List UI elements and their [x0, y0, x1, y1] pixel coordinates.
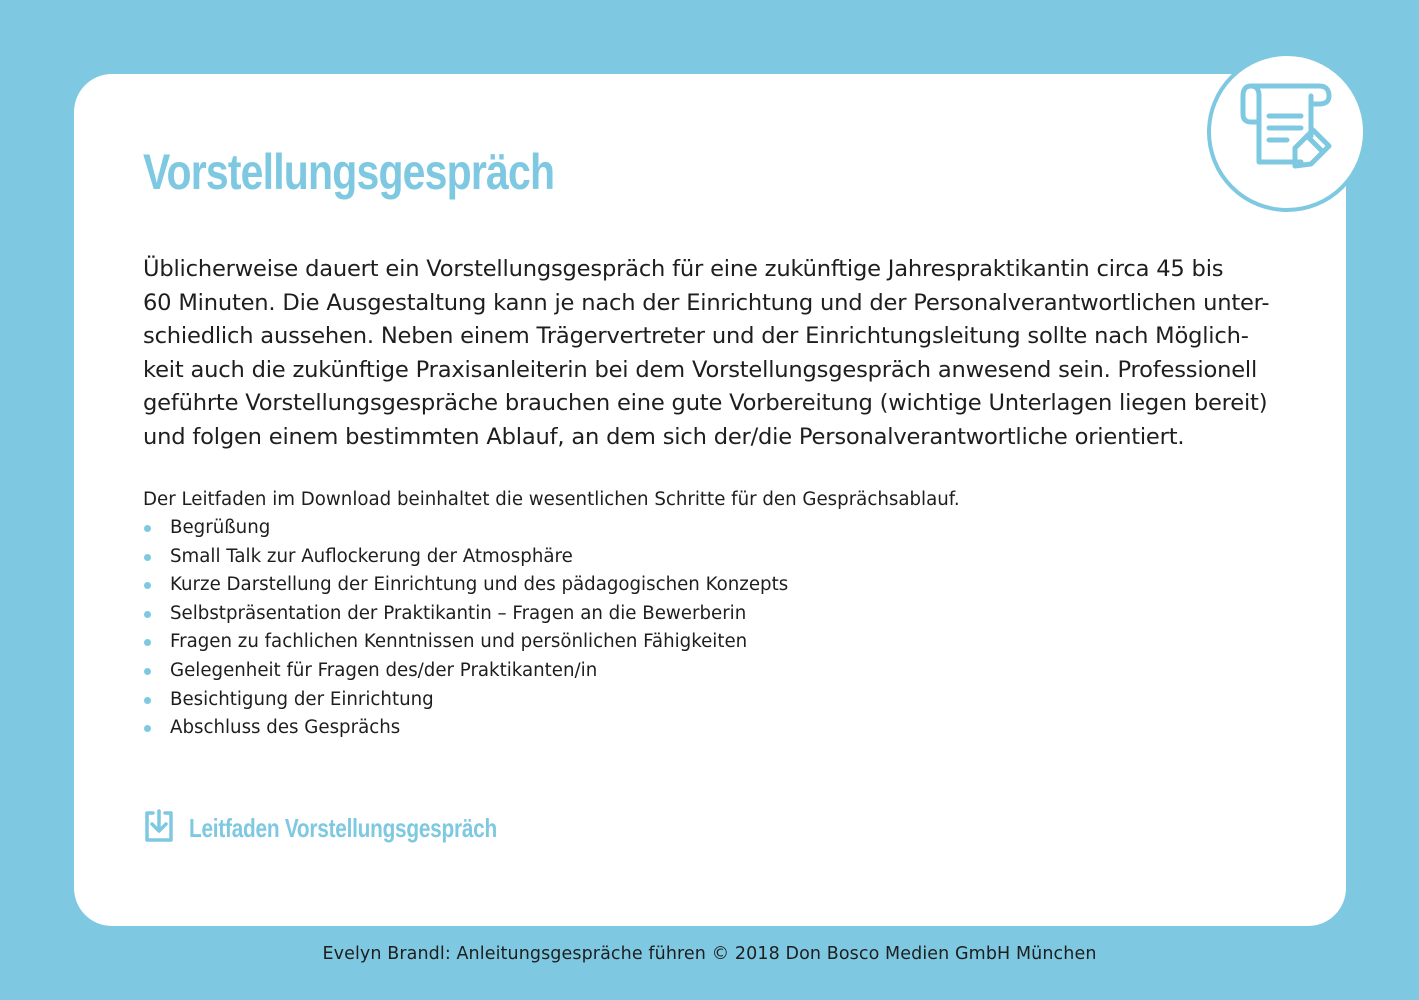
intro-line: 60 Minuten. Die Ausgestaltung kann je nach der Einrichtung und der Personalverantwortlichen unter- — [143, 289, 1270, 316]
step-text: Fragen zu fachlichen Kenntnissen und persönlichen Fähigkeiten — [170, 631, 748, 653]
bullet — [144, 611, 151, 618]
bullet — [144, 639, 151, 646]
step-text: Kurze Darstellung der Einrichtung und des pädagogischen Konzepts — [170, 574, 789, 596]
bullet — [144, 668, 151, 675]
intro-paragraph — [143, 253, 1283, 454]
steps-lead: Der Leitfaden im Download beinhaltet die wesentlichen Schritte für den Gesprächsablauf. — [143, 489, 960, 510]
badge — [1207, 52, 1367, 212]
step-text: Begrüßung — [170, 517, 271, 538]
step-text: Besichtigung der Einrichtung — [170, 688, 434, 710]
list-item — [143, 628, 788, 657]
bullet — [144, 725, 151, 732]
step-text: Gelegenheit für Fragen des/der Praktikanten/in — [170, 659, 598, 681]
list-item — [143, 543, 788, 572]
steps-list — [143, 514, 788, 743]
page-title: Vorstellungsgespräch — [143, 144, 555, 200]
scroll-pencil-icon — [1237, 82, 1337, 182]
bullet — [144, 697, 151, 704]
list-item — [143, 514, 788, 543]
list-item — [143, 714, 788, 743]
intro-line: geführte Vorstellungsgespräche brauchen eine gute Vorbereitung (wichtige Unterlagen liegen bereit) — [143, 390, 1268, 416]
list-item — [143, 657, 788, 686]
bullet — [144, 554, 151, 561]
intro-line: und folgen einem bestimmten Ablauf, an dem sich der/die Personalverantwortliche orientiert. — [143, 423, 1185, 450]
download-link-label[interactable]: Leitfaden Vorstellungsgespräch — [189, 813, 497, 843]
step-text: Abschluss des Gesprächs — [170, 717, 401, 739]
list-item — [143, 600, 788, 629]
bullet — [144, 525, 151, 532]
list-item — [143, 686, 788, 715]
list-item — [143, 571, 788, 600]
step-text: Small Talk zur Auflockerung der Atmosphäre — [170, 545, 573, 567]
bullet — [144, 582, 151, 589]
step-text: Selbstpräsentation der Praktikantin – Fragen an die Bewerberin — [170, 602, 747, 624]
intro-line: schiedlich aussehen. Neben einem Trägervertreter und der Einrichtungsleitung sollte nach Möglich- — [143, 323, 1249, 349]
intro-line: keit auch die zukünftige Praxisanleiterin bei dem Vorstellungsgespräch anwesend sein. Professionell — [143, 356, 1258, 383]
footer-credit: Evelyn Brandl: Anleitungsgespräche führen © 2018 Don Bosco Medien GmbH München — [322, 944, 1097, 964]
download-icon — [143, 808, 175, 844]
intro-line: Üblicherweise dauert ein Vorstellungsgespräch für eine zukünftige Jahrespraktikantin circa 45 bis — [143, 256, 1224, 282]
